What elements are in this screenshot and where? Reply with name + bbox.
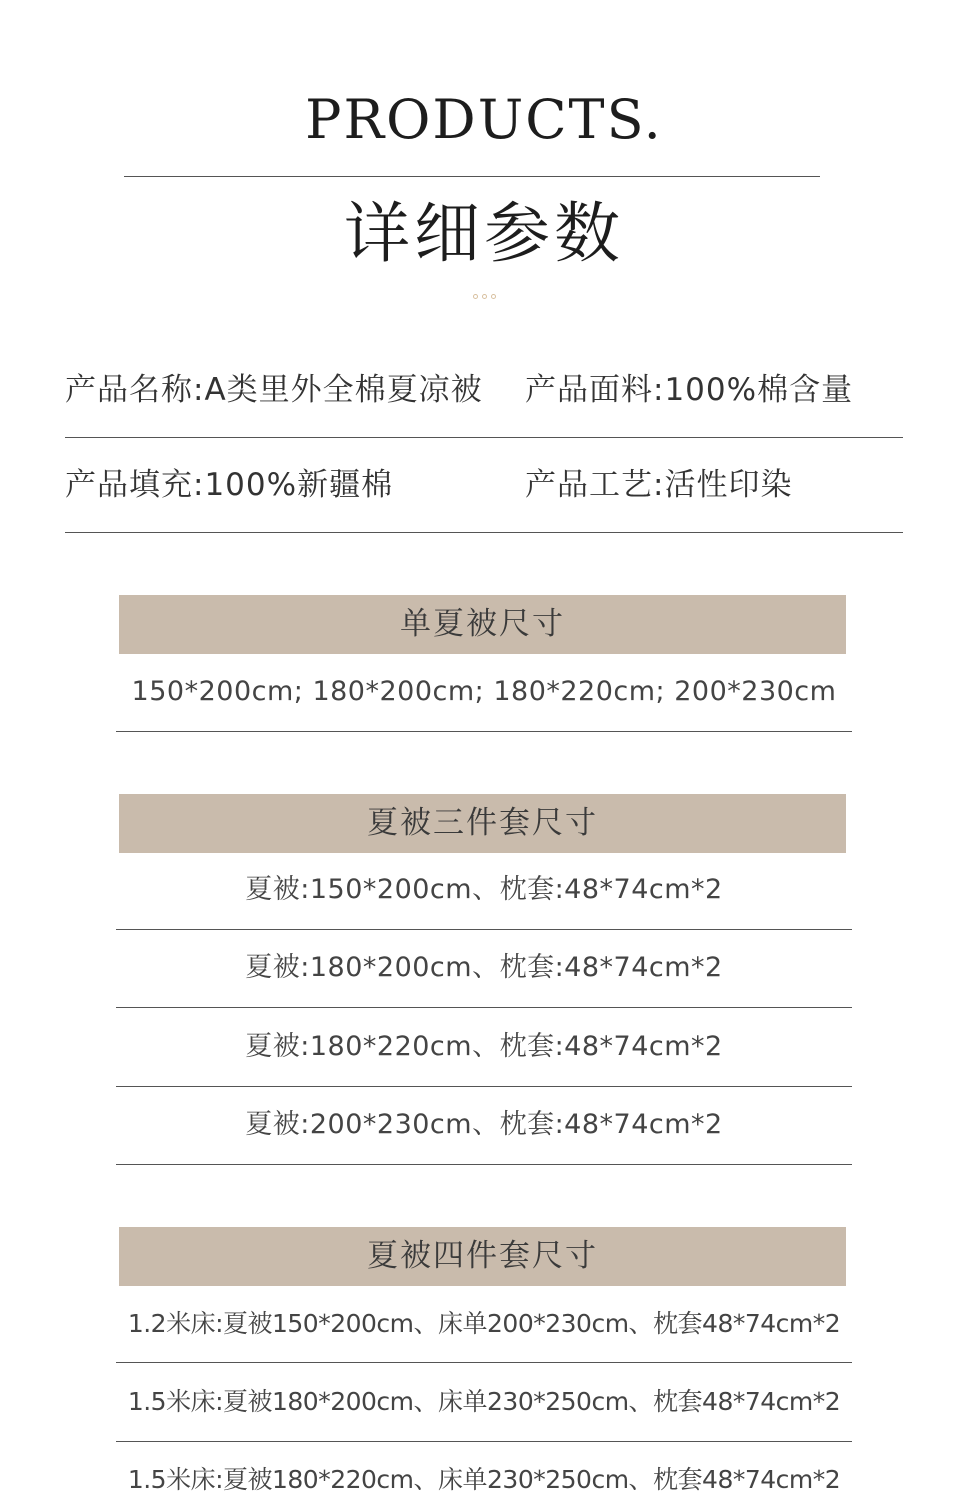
spec-label: 产品工艺: (525, 467, 665, 503)
section-header-four-piece: 夏被四件套尺寸 (119, 1227, 846, 1286)
spec-label: 产品填充: (65, 467, 205, 503)
section-header-single-quilt: 单夏被尺寸 (119, 595, 846, 654)
size-row: 夏被:180*200cm、枕套:48*74cm*2 (245, 952, 723, 983)
size-row: 150*200cm; 180*200cm; 180*220cm; 200*230cm (131, 676, 837, 707)
ornament-dot (491, 294, 496, 299)
spec-value: 100%棉含量 (664, 372, 854, 408)
row-divider (116, 1362, 852, 1363)
section-header-three-piece: 夏被三件套尺寸 (119, 794, 846, 853)
brand-heading: PRODUCTS. (305, 88, 663, 151)
ornament-dot (473, 294, 478, 299)
size-row: 1.5米床:夏被180*200cm、床单230*250cm、枕套48*74cm*2 (127, 1387, 841, 1416)
row-divider (116, 929, 852, 930)
ornament-dot (482, 294, 487, 299)
size-row: 1.2米床:夏被150*200cm、床单200*230cm、枕套48*74cm*2 (127, 1309, 841, 1338)
spec-value: 100%新疆棉 (204, 467, 394, 503)
size-row: 夏被:200*230cm、枕套:48*74cm*2 (245, 1109, 723, 1140)
row-divider (116, 1007, 852, 1008)
size-row: 1.5米床:夏被180*220cm、床单230*250cm、枕套48*74cm*2 (127, 1465, 841, 1494)
row-divider (116, 1441, 852, 1442)
spec-label: 产品名称: (65, 372, 205, 408)
spec-value: A类里外全棉夏凉被 (204, 372, 483, 408)
spec-fabric (525, 366, 853, 414)
row-divider (116, 1086, 852, 1087)
spec-value: 活性印染 (664, 467, 793, 503)
spec-craft (525, 461, 792, 509)
spec-label: 产品面料: (525, 372, 665, 408)
size-row: 夏被:180*220cm、枕套:48*74cm*2 (245, 1031, 723, 1062)
spec-product-name (65, 366, 483, 414)
spec-row (65, 344, 903, 438)
spec-row (65, 439, 903, 533)
ornament-dots (0, 294, 968, 308)
spec-filling (65, 461, 393, 509)
page-title: 详细参数 (344, 195, 624, 272)
row-divider (116, 1164, 852, 1165)
header-divider (124, 176, 820, 177)
size-row: 夏被:150*200cm、枕套:48*74cm*2 (245, 874, 723, 905)
row-divider (116, 731, 852, 732)
